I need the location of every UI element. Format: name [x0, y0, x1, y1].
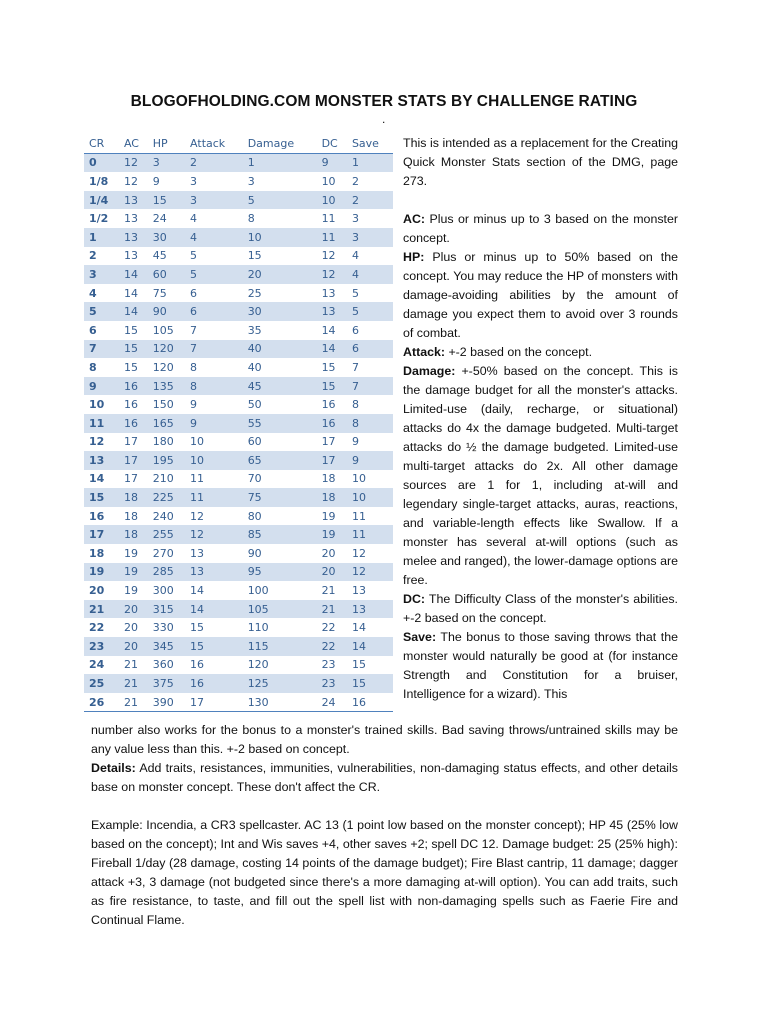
- table-cell: 4: [89, 286, 97, 300]
- table-cell: 23: [317, 674, 347, 693]
- table-cell: 15: [84, 488, 119, 507]
- table-row: [84, 414, 393, 433]
- table-cell: 7: [351, 360, 359, 374]
- table-cell: 3: [347, 228, 393, 247]
- table-cell: 375: [148, 674, 185, 693]
- table-cell: 120: [247, 658, 269, 672]
- table-cell: 19: [84, 563, 119, 582]
- table-cell: 7: [84, 340, 119, 359]
- table-cell: 19: [119, 563, 148, 582]
- table-cell: 12: [321, 249, 336, 263]
- ac-label: AC:: [403, 212, 426, 226]
- table-row: [84, 693, 393, 712]
- dc-rule: [403, 590, 678, 628]
- table-cell: 7: [190, 323, 198, 337]
- damage-text: +-50% based on the concept. This is the damage budget for all the monster's attacks. Limited-use (daily, recharge, or situational) attacks do 4x the damage budgeted. Multi-target attacks do ½ the damage budgeted. Limited-use multi-target attacks do 2x. All other damage sources are 1 for 1, including at-will and legendary single-target attacks, auras, reactions, and variable-length effects like Swallow. If a monster has several at-will options (such as melee and ranged), the lower-damage options are free.: [403, 364, 678, 587]
- table-cell: 4: [185, 228, 243, 247]
- table-cell: 14: [119, 302, 148, 321]
- table-cell: 13: [119, 228, 148, 247]
- hp-rule: [403, 248, 678, 343]
- table-cell: 70: [247, 472, 262, 486]
- table-cell: 16: [317, 414, 347, 433]
- table-cell: 4: [347, 265, 393, 284]
- table-cell: 13: [119, 191, 148, 210]
- table-cell: 20: [317, 563, 347, 582]
- table-cell: 95: [243, 563, 317, 582]
- table-cell: 9: [84, 377, 119, 396]
- table-cell: 20: [123, 621, 138, 635]
- table-cell: 315: [148, 600, 185, 619]
- table-cell: 14: [317, 340, 347, 359]
- table-row: [84, 525, 393, 544]
- table-row: [84, 544, 393, 563]
- table-cell: 11: [84, 414, 119, 433]
- ac-text: Plus or minus up to 3 based on the monster concept.: [403, 212, 678, 245]
- table-cell: 60: [247, 435, 262, 449]
- hp-text: Plus or minus up to 50% based on the concept. You may reduce the HP of monsters with damage-avoiding abilities by the amount of damage you expect them to avoid over 3 rounds of combat.: [403, 250, 678, 340]
- table-cell: 13: [321, 286, 336, 300]
- table-row: [84, 172, 393, 191]
- table-cell: 15: [317, 377, 347, 396]
- table-cell: 12: [351, 546, 366, 560]
- table-cell: 9: [351, 435, 359, 449]
- table-cell: 21: [123, 658, 138, 672]
- table-cell: 22: [321, 621, 336, 635]
- table-cell: 21: [317, 600, 347, 619]
- table-cell: 13: [317, 302, 347, 321]
- monster-stats-table: [84, 134, 393, 712]
- table-row: [84, 321, 393, 340]
- table-cell: 90: [247, 546, 262, 560]
- table-cell: 8: [190, 360, 198, 374]
- table-cell: 1/8: [89, 174, 109, 188]
- table-cell: 18: [123, 509, 138, 523]
- table-cell: 5: [84, 302, 119, 321]
- table-cell: 17: [119, 451, 148, 470]
- table-cell: 8: [247, 212, 255, 226]
- table-cell: 15: [123, 323, 138, 337]
- table-row: [84, 358, 393, 377]
- table-cell: 9: [190, 398, 198, 412]
- table-cell: 10: [190, 435, 205, 449]
- table-cell: 15: [148, 191, 185, 210]
- table-cell: 17: [123, 435, 138, 449]
- table-cell: 26: [84, 693, 119, 712]
- rules-text-continued: [91, 721, 678, 930]
- table-cell: 15: [185, 637, 243, 656]
- table-cell: 5: [190, 249, 198, 263]
- damage-rule: [403, 362, 678, 590]
- table-cell: 13: [185, 563, 243, 582]
- table-cell: 165: [148, 414, 185, 433]
- table-cell: 225: [148, 488, 185, 507]
- table-cell: 12: [185, 525, 243, 544]
- table-row: [84, 395, 393, 414]
- col-header-damage: Damage: [243, 134, 317, 153]
- table-cell: 13: [190, 546, 205, 560]
- table-cell: 16: [347, 693, 393, 712]
- table-cell: 12: [190, 509, 205, 523]
- table-cell: 15: [123, 360, 138, 374]
- table-cell: 18: [321, 472, 336, 486]
- table-cell: 105: [243, 600, 317, 619]
- details-text: Add traits, resistances, immunities, vulnerabilities, non-damaging status effects, and other details base on monster concept. These don't affect the CR.: [91, 761, 678, 794]
- table-header-row: [84, 134, 393, 153]
- attack-text: +-2 based on the concept.: [445, 345, 593, 359]
- table-row: [84, 600, 393, 619]
- table-cell: 30: [243, 302, 317, 321]
- table-cell: 25: [247, 286, 262, 300]
- table-cell: 17: [321, 435, 336, 449]
- table-cell: 7: [347, 377, 393, 396]
- table-row: [84, 507, 393, 526]
- table-cell: 8: [351, 398, 359, 412]
- table-cell: 5: [243, 191, 317, 210]
- table-cell: 80: [247, 509, 262, 523]
- table-cell: 1: [347, 153, 393, 172]
- table-cell: 5: [351, 286, 359, 300]
- table-cell: 3: [190, 174, 198, 188]
- table-cell: 14: [321, 323, 336, 337]
- table-cell: 21: [119, 693, 148, 712]
- table-cell: 3: [247, 174, 255, 188]
- table-cell: 300: [152, 584, 174, 598]
- table-cell: 10: [351, 472, 366, 486]
- table-row: [84, 377, 393, 396]
- table-cell: 18: [89, 546, 105, 560]
- dc-label: DC:: [403, 592, 426, 606]
- table-cell: 10: [321, 174, 336, 188]
- stray-mark: .: [382, 112, 386, 126]
- details-rule: [91, 759, 678, 797]
- example-paragraph: Example: Incendia, a CR3 spellcaster. AC 13 (1 point low based on the monster concept); HP 45 (25% low based on the concept); Int and Wis saves +4, other saves +2; spell DC 12. Damage budget: 25 (25% high): Fireball 1/day (28 damage, costing 14 points of the damage budget); Fire Blast cantrip, 11 damage; dagger attack +3, 3 damage (not budgeted since there's a more damaging at-will option). You can add traits, such as fire resistance, to taste, and fill out the spell list with non-damaging spells such as Faerie Fire and Continual Flame.: [91, 818, 678, 927]
- table-row: [84, 637, 393, 656]
- table-cell: 45: [152, 249, 167, 263]
- table-cell: 15: [347, 674, 393, 693]
- damage-label: Damage:: [403, 364, 456, 378]
- col-header-dc: DC: [317, 134, 347, 153]
- hp-label: HP:: [403, 250, 425, 264]
- table-cell: 16: [321, 398, 336, 412]
- table-cell: 17: [84, 525, 119, 544]
- table-row: [84, 563, 393, 582]
- table-cell: 9: [317, 153, 347, 172]
- table-cell: 8: [347, 414, 393, 433]
- col-header-ac: AC: [119, 134, 148, 153]
- table-cell: 6: [89, 323, 97, 337]
- table-cell: 40: [247, 360, 262, 374]
- table-cell: 3: [351, 212, 359, 226]
- table-cell: 11: [351, 509, 366, 523]
- table-cell: 105: [152, 323, 174, 337]
- table-cell: 18: [317, 488, 347, 507]
- col-header-save: Save: [347, 134, 393, 153]
- table-cell: 75: [152, 286, 167, 300]
- table-cell: 21: [84, 600, 119, 619]
- table-cell: 11: [185, 488, 243, 507]
- save-label: Save:: [403, 630, 437, 644]
- table-cell: 130: [243, 693, 317, 712]
- table-cell: 25: [84, 674, 119, 693]
- dc-text: The Difficulty Class of the monster's abilities. +-2 based on the concept.: [403, 592, 678, 625]
- table-cell: 23: [84, 637, 119, 656]
- table-cell: 16: [89, 509, 105, 523]
- table-cell: 23: [321, 658, 336, 672]
- table-cell: 180: [152, 435, 174, 449]
- table-cell: 21: [119, 674, 148, 693]
- table-cell: 1/2: [89, 212, 109, 226]
- table-row: [84, 340, 393, 359]
- table-cell: 8: [89, 360, 97, 374]
- table-body: [84, 153, 393, 712]
- table-cell: 360: [152, 658, 174, 672]
- table-cell: 115: [243, 637, 317, 656]
- ac-rule: [403, 210, 678, 248]
- table-cell: 20: [321, 546, 336, 560]
- table-cell: 14: [119, 265, 148, 284]
- table-cell: 12: [89, 435, 105, 449]
- table-cell: 390: [148, 693, 185, 712]
- table-cell: 35: [247, 323, 262, 337]
- table-cell: 2: [89, 249, 97, 263]
- table-cell: 2: [351, 174, 359, 188]
- table-cell: 8: [185, 377, 243, 396]
- table-cell: 11: [321, 212, 336, 226]
- table-cell: 6: [351, 323, 359, 337]
- table-cell: 20: [243, 265, 317, 284]
- table-row: [84, 302, 393, 321]
- table-row: [84, 674, 393, 693]
- col-header-attack: Attack: [185, 134, 243, 153]
- save-text: The bonus to those saving throws that the monster would naturally be good at (for instance Strength and Constitution for a bruiser, Intelligence for a wizard). This: [403, 630, 678, 701]
- table-cell: 18: [119, 525, 148, 544]
- table-cell: 3: [148, 153, 185, 172]
- table-cell: 18: [119, 488, 148, 507]
- table-cell: 19: [123, 584, 138, 598]
- table-cell: 10: [317, 191, 347, 210]
- col-header-hp: HP: [148, 134, 185, 153]
- table-cell: 15: [119, 340, 148, 359]
- table-cell: 4: [351, 249, 359, 263]
- table-cell: 14: [347, 637, 393, 656]
- table-row: [84, 433, 393, 452]
- table-cell: 24: [317, 693, 347, 712]
- table-cell: 20: [89, 584, 105, 598]
- table-cell: 11: [347, 525, 393, 544]
- table-cell: 3: [84, 265, 119, 284]
- table-cell: 16: [190, 658, 205, 672]
- table-cell: 15: [321, 360, 336, 374]
- table-cell: 240: [152, 509, 174, 523]
- table-cell: 11: [317, 228, 347, 247]
- table-cell: 75: [243, 488, 317, 507]
- table-cell: 12: [347, 563, 393, 582]
- table-cell: 0: [84, 153, 119, 172]
- table-cell: 10: [185, 451, 243, 470]
- table-row: [84, 451, 393, 470]
- table-cell: 15: [190, 621, 205, 635]
- attack-rule: [403, 343, 678, 362]
- table-cell: 16: [119, 414, 148, 433]
- table-cell: 13: [123, 249, 138, 263]
- table-cell: 1: [243, 153, 317, 172]
- table-row: [84, 488, 393, 507]
- table-cell: 2: [185, 153, 243, 172]
- table-cell: 150: [152, 398, 174, 412]
- table-cell: 16: [123, 398, 138, 412]
- table-cell: 19: [321, 509, 336, 523]
- table-cell: 20: [119, 637, 148, 656]
- table-cell: 2: [347, 191, 393, 210]
- table-cell: 125: [243, 674, 317, 693]
- table-row: [84, 153, 393, 172]
- table-cell: 10: [347, 488, 393, 507]
- table-row: [84, 618, 393, 637]
- table-cell: 135: [148, 377, 185, 396]
- table-row: [84, 247, 393, 266]
- table-cell: 13: [351, 584, 366, 598]
- table-cell: 9: [152, 174, 160, 188]
- table-cell: 195: [148, 451, 185, 470]
- table-cell: 3: [185, 191, 243, 210]
- table-cell: 14: [185, 600, 243, 619]
- table-cell: 120: [152, 360, 174, 374]
- table-cell: 9: [347, 451, 393, 470]
- table-cell: 11: [190, 472, 205, 486]
- table-cell: 120: [148, 340, 185, 359]
- table-cell: 17: [317, 451, 347, 470]
- table-cell: 16: [185, 674, 243, 693]
- table-cell: 7: [185, 340, 243, 359]
- table-cell: 13: [123, 212, 138, 226]
- table-row: [84, 265, 393, 284]
- table-cell: 17: [123, 472, 138, 486]
- table-cell: 90: [148, 302, 185, 321]
- table-row: [84, 284, 393, 303]
- table-cell: 22: [89, 621, 105, 635]
- table-cell: 13: [84, 451, 119, 470]
- table-cell: 100: [247, 584, 269, 598]
- table-cell: 40: [243, 340, 317, 359]
- table-row: [84, 656, 393, 675]
- table-cell: 255: [148, 525, 185, 544]
- table-cell: 24: [152, 212, 167, 226]
- table-cell: 110: [247, 621, 269, 635]
- table-cell: 9: [185, 414, 243, 433]
- page-title: BLOGOFHOLDING.COM MONSTER STATS BY CHALLENGE RATING: [130, 93, 638, 110]
- table-cell: 12: [119, 153, 148, 172]
- table-cell: 45: [243, 377, 317, 396]
- table-cell: 50: [247, 398, 262, 412]
- table-cell: 16: [119, 377, 148, 396]
- rules-text: [403, 134, 678, 704]
- table-cell: 5: [347, 302, 393, 321]
- table-cell: 20: [119, 600, 148, 619]
- table-cell: 17: [185, 693, 243, 712]
- table-cell: 14: [123, 286, 138, 300]
- intro-paragraph: This is intended as a replacement for the Creating Quick Monster Stats section of the DMG, page 273.: [403, 136, 678, 188]
- details-label: Details:: [91, 761, 136, 775]
- table-cell: 4: [190, 212, 198, 226]
- attack-label: Attack:: [403, 345, 445, 359]
- table-cell: 60: [148, 265, 185, 284]
- table-row: [84, 191, 393, 210]
- save-rule-continued: number also works for the bonus to a monster's trained skills. Bad saving throws/untrained skills may be any value less than this. +-2 based on concept.: [91, 723, 678, 756]
- table-cell: 65: [243, 451, 317, 470]
- save-rule: [403, 628, 678, 704]
- table-cell: 14: [351, 621, 366, 635]
- table-cell: 24: [89, 658, 105, 672]
- table-cell: 330: [152, 621, 174, 635]
- table-cell: 10: [89, 398, 105, 412]
- table-row: [84, 470, 393, 489]
- table-cell: 19: [317, 525, 347, 544]
- table-cell: 13: [347, 600, 393, 619]
- table-cell: 21: [321, 584, 336, 598]
- table-cell: 12: [123, 174, 138, 188]
- table-cell: 19: [123, 546, 138, 560]
- table-cell: 30: [148, 228, 185, 247]
- table-cell: 85: [243, 525, 317, 544]
- col-header-cr: CR: [84, 134, 119, 153]
- table-cell: 6: [190, 286, 198, 300]
- table-row: [84, 581, 393, 600]
- table-cell: 1/4: [84, 191, 119, 210]
- table-cell: 1: [84, 228, 119, 247]
- table-cell: 6: [347, 340, 393, 359]
- table-cell: 10: [243, 228, 317, 247]
- table-cell: 15: [351, 658, 366, 672]
- table-row: [84, 209, 393, 228]
- table-cell: 210: [152, 472, 174, 486]
- table-cell: 14: [190, 584, 205, 598]
- table-cell: 12: [317, 265, 347, 284]
- table-cell: 345: [148, 637, 185, 656]
- table-cell: 14: [89, 472, 105, 486]
- table-row: [84, 228, 393, 247]
- table-cell: 5: [185, 265, 243, 284]
- table-cell: 15: [247, 249, 262, 263]
- table-cell: 270: [152, 546, 174, 560]
- table-cell: 6: [185, 302, 243, 321]
- table-cell: 285: [148, 563, 185, 582]
- table-cell: 22: [317, 637, 347, 656]
- table-cell: 55: [243, 414, 317, 433]
